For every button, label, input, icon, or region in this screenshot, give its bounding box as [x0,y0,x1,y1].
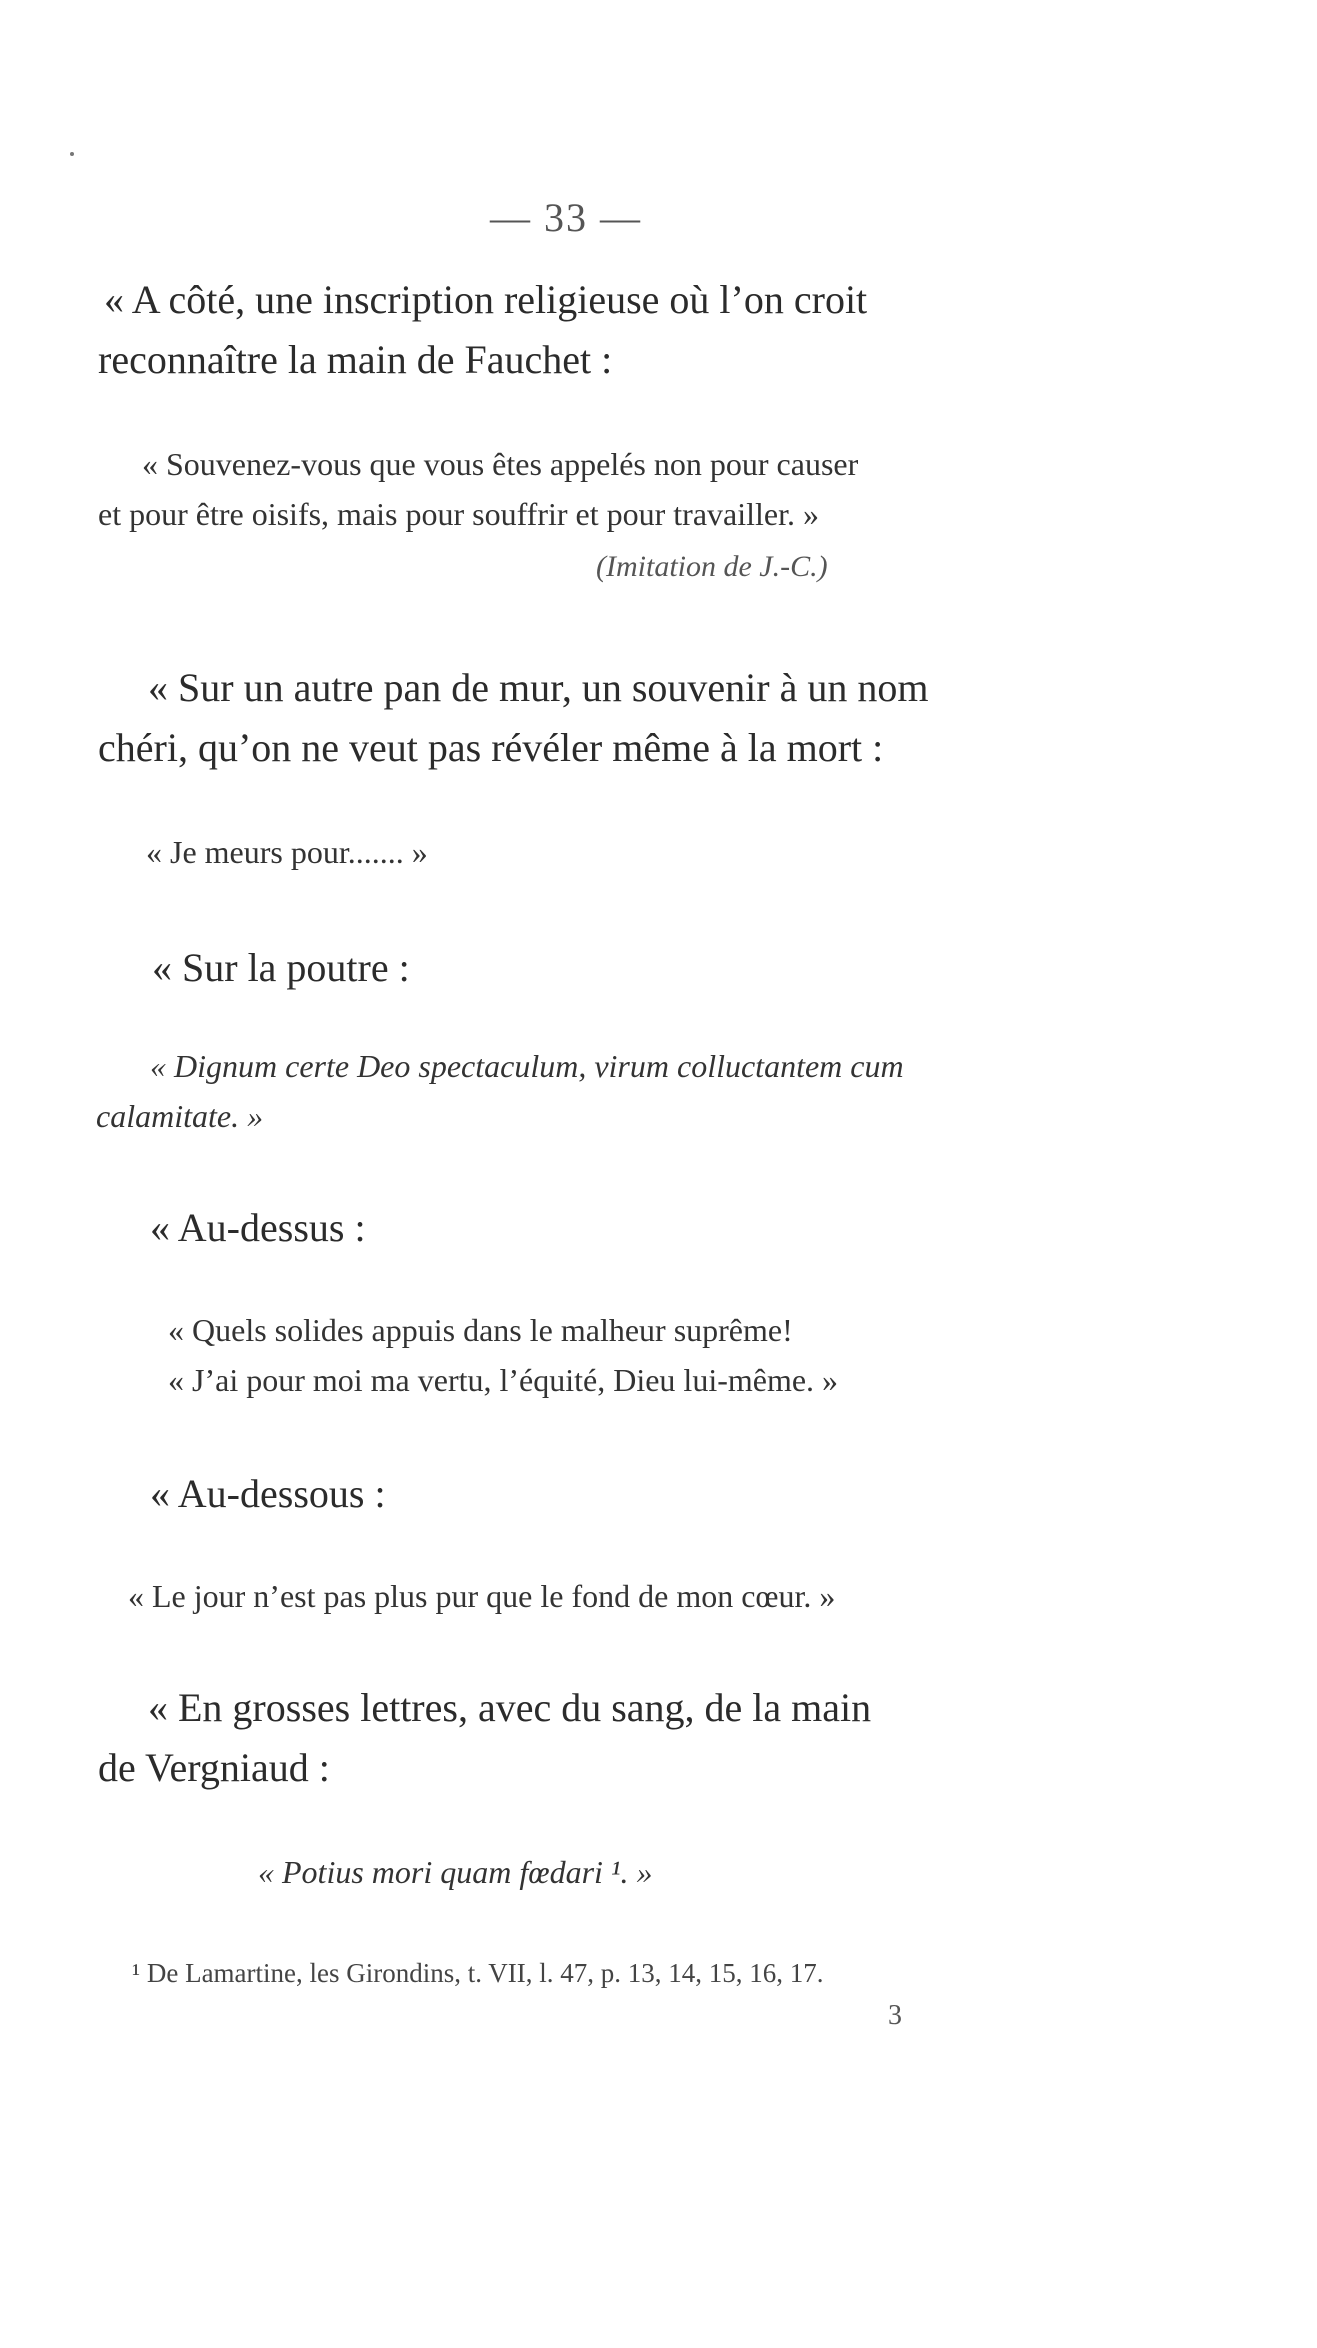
quote-imitation-line-2: et pour être oisifs, mais pour souffrir et pour travailler. » [98,496,819,532]
paragraph-autre-pan-line-2: chéri, qu’on ne veut pas révéler même à la mort : [98,725,884,770]
quote-imitation-source: (Imitation de J.-C.) [596,550,828,583]
paragraph-fauchet-line-2: reconnaître la main de Fauchet : [98,337,613,382]
paragraph-autre-pan-line-1: « Sur un autre pan de mur, un souvenir à un nom [148,665,929,710]
signature-mark: 3 [888,2000,902,2031]
quote-le-jour: « Le jour n’est pas plus pur que le fond de mon cœur. » [128,1578,836,1614]
page-number: — 33 — [490,195,642,240]
paragraph-au-dessous: « Au-dessous : [150,1471,386,1516]
paragraph-poutre: « Sur la poutre : [152,945,410,990]
quote-dignum-line-2: calamitate. » [96,1098,264,1134]
paragraph-au-dessus: « Au-dessus : [150,1205,366,1250]
page-speck [70,152,74,156]
quote-quels-solides: « Quels solides appuis dans le malheur suprême! [168,1312,793,1348]
quote-je-meurs: « Je meurs pour....... » [146,834,428,870]
paragraph-grosses-lettres-line-1: « En grosses lettres, avec du sang, de la main [148,1685,872,1730]
quote-jai-pour-moi: « J’ai pour moi ma vertu, l’équité, Dieu lui-même. » [168,1362,839,1398]
paragraph-grosses-lettres-line-2: de Vergniaud : [98,1745,330,1790]
quote-potius-mori: « Potius mori quam fœdari ¹. » [258,1854,653,1890]
footnote: ¹ De Lamartine, les Girondins, t. VII, l. 47, p. 13, 14, 15, 16, 17. [132,1958,824,1988]
quote-dignum-line-1: « Dignum certe Deo spectaculum, virum colluctantem cum [150,1048,904,1084]
paragraph-fauchet-line-1: « A côté, une inscription religieuse où l’on croit [104,277,868,322]
quote-imitation-line-1: « Souvenez-vous que vous êtes appelés non pour causer [142,446,859,482]
